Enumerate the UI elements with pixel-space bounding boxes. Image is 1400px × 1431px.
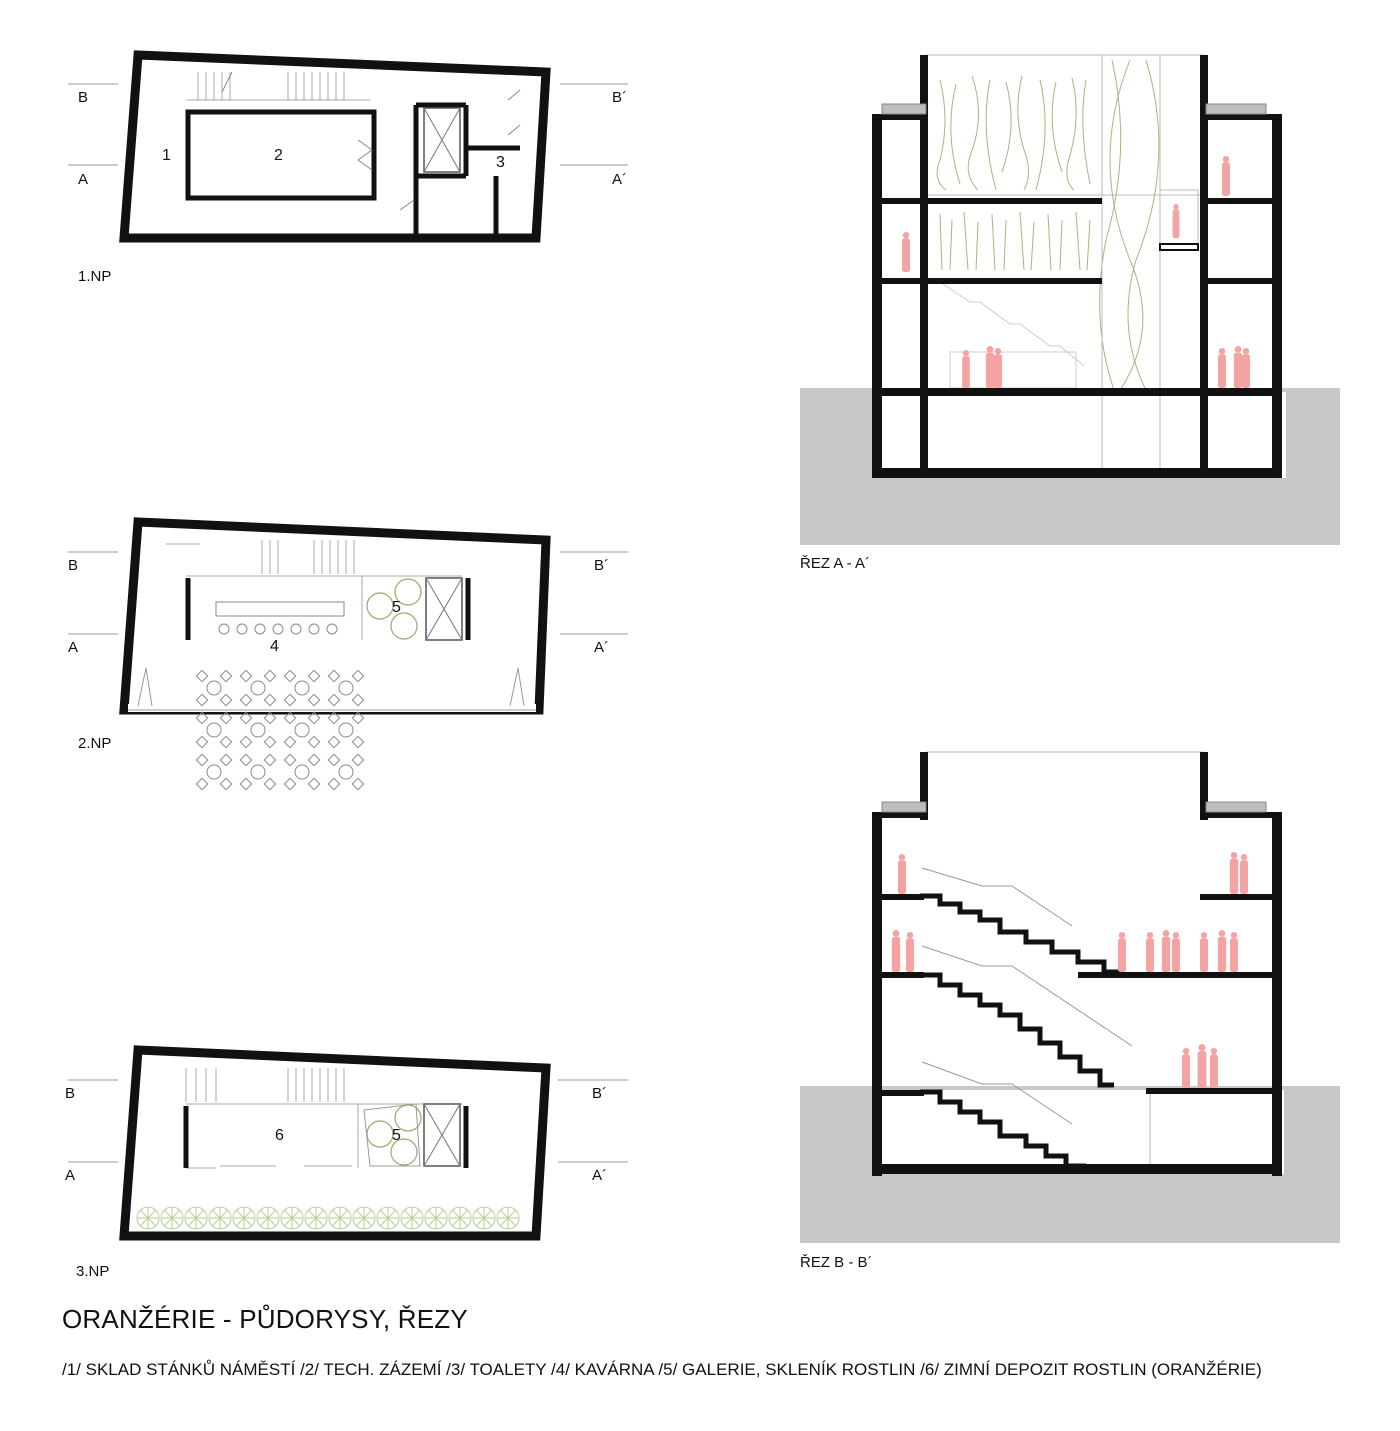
person-figure xyxy=(1172,932,1180,972)
plan1-cut-a-prime-label: A´ xyxy=(612,171,627,188)
plan1-floor-name: 1.NP xyxy=(78,268,112,285)
person-figure xyxy=(898,854,906,894)
plan2-cut-a-prime-label: A´ xyxy=(594,639,609,656)
person-figure xyxy=(1182,1048,1190,1088)
person-figure xyxy=(906,932,914,972)
plan1-cut-b-prime-label: B´ xyxy=(612,89,627,106)
person-figure xyxy=(1240,854,1248,894)
plan1-room-2: 2 xyxy=(274,147,283,164)
person-figure xyxy=(1118,932,1126,972)
person-figure xyxy=(1198,1044,1207,1088)
plan3-cut-a-prime-label: A´ xyxy=(592,1167,607,1184)
plan2-cut-a-label: A xyxy=(68,639,79,656)
room-legend: /1/ SKLAD STÁNKŮ NÁMĚSTÍ /2/ TECH. ZÁZEMÍ /3/ TOALETY /4/ KAVÁRNA /5/ GALERIE, SKLENÍK ROSTLIN /6/ ZIMNÍ DEPOZIT ROSTLIN (ORANŽÉRIE) xyxy=(62,1360,1262,1379)
plan3-floor-name: 3.NP xyxy=(76,1263,110,1280)
person-figure xyxy=(1162,930,1170,972)
person-figure xyxy=(892,930,900,972)
person-figure xyxy=(1146,932,1154,972)
person-figure xyxy=(1230,932,1238,972)
plan3-cut-b-label: B xyxy=(65,1085,76,1102)
plan3-room-5: 5 xyxy=(392,1127,401,1144)
person-figure xyxy=(1230,852,1238,894)
person-figure xyxy=(1218,930,1226,972)
plan3-cut-a-label: A xyxy=(65,1167,76,1184)
section-b-title: ŘEZ B - B´ xyxy=(800,1254,873,1271)
plan2-cut-b-prime-label: B´ xyxy=(594,557,609,574)
plan1-room-1: 1 xyxy=(162,147,171,164)
plan2-room-4: 4 xyxy=(270,638,279,655)
plan1-cut-b-label: B xyxy=(78,89,89,106)
person-figure xyxy=(1210,1048,1218,1088)
plan1-cut-a-label: A xyxy=(78,171,89,188)
plan3-room-6: 6 xyxy=(275,1127,284,1144)
plan2-room-5: 5 xyxy=(392,599,401,616)
section-a-title: ŘEZ A - A´ xyxy=(800,555,871,572)
plan2-cut-b-label: B xyxy=(68,557,79,574)
plan1-room-3: 3 xyxy=(496,154,505,171)
person-figure xyxy=(1200,932,1208,972)
sheet-title: ORANŽÉRIE - PŮDORYSY, ŘEZY xyxy=(62,1304,468,1334)
plan3-cut-b-prime-label: B´ xyxy=(592,1085,607,1102)
plan2-floor-name: 2.NP xyxy=(78,735,112,752)
